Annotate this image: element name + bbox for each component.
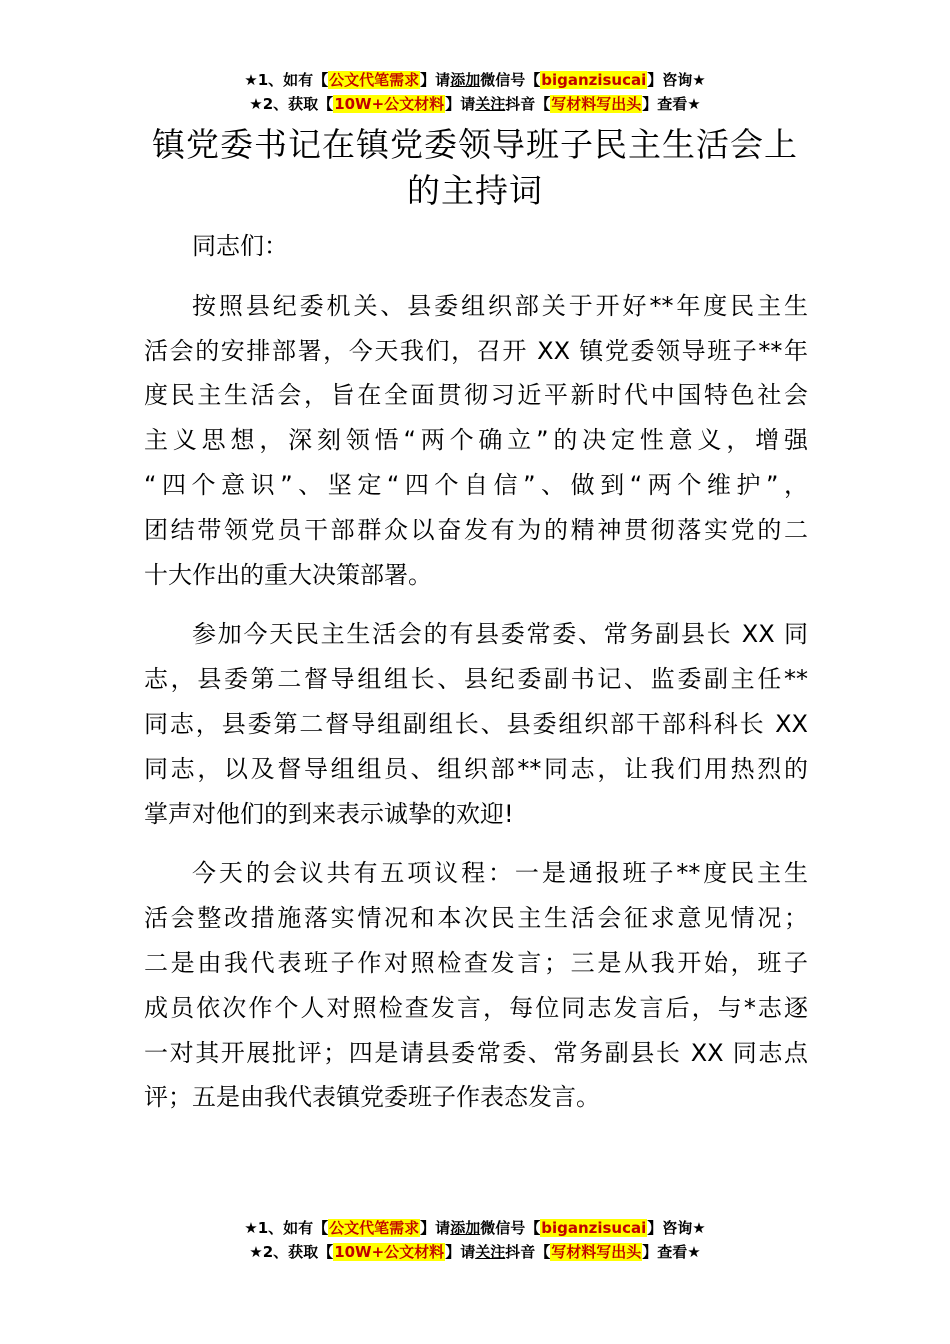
- paragraph-line: 同志，以及督导组组员、组织部**同志，让我们用热烈的: [144, 754, 808, 783]
- banner-underline-follow: 关注: [475, 95, 506, 113]
- banner-line-1: [0, 1216, 950, 1240]
- banner-line-1: [0, 68, 950, 92]
- paragraph-line: “四个意识”、坚定“四个自信”、做到“两个维护”，: [144, 470, 808, 499]
- banner-text: 微信号【: [480, 71, 541, 89]
- banner-highlight-materials: 10W+公文材料: [334, 1243, 445, 1261]
- paragraph-line: 掌声对他们的到来表示诚挚的欢迎!: [144, 799, 514, 828]
- greeting: [144, 224, 808, 269]
- banner-text: 】请: [445, 95, 476, 113]
- banner-highlight-service: 公文代笔需求: [329, 71, 420, 89]
- banner-line-2: [0, 92, 950, 116]
- banner-text: 】咨询★: [647, 1219, 706, 1237]
- paragraph-line: 评；五是由我代表镇党委班子作表态发言。: [144, 1083, 600, 1112]
- banner-text: 抖音【: [505, 1243, 551, 1261]
- paragraph-line: 同志，县委第二督导组副组长、县委组织部干部科科长 XX: [144, 709, 808, 738]
- paragraph-3: [144, 851, 808, 1120]
- paragraph-line: 团结带领党员干部群众以奋发有为的精神贯彻落实党的二: [144, 515, 808, 544]
- banner-underline-add: 添加: [450, 1219, 481, 1237]
- banner-underline-add: 添加: [450, 71, 481, 89]
- document-body: [144, 224, 808, 1135]
- banner-text: 】请: [445, 1243, 476, 1261]
- greeting-text: 同志们：: [192, 232, 288, 260]
- banner-text: 】请: [420, 1219, 451, 1237]
- top-banner: [0, 68, 950, 116]
- paragraph-line: 今天的会议共有五项议程：一是通报班子**度民主生: [192, 859, 808, 888]
- paragraph-2: [144, 612, 808, 836]
- banner-text: 微信号【: [480, 1219, 541, 1237]
- banner-underline-follow: 关注: [475, 1243, 506, 1261]
- banner-highlight-douyin: 写材料写出头: [551, 95, 642, 113]
- document-title: [0, 122, 950, 214]
- banner-text: 抖音【: [505, 95, 551, 113]
- banner-text: 】咨询★: [647, 71, 706, 89]
- banner-line-2: [0, 1240, 950, 1264]
- paragraph-line: 一对其开展批评；四是请县委常委、常务副县长 XX 同志点: [144, 1038, 808, 1067]
- paragraph-line: 参加今天民主生活会的有县委常委、常务副县长 XX 同: [192, 620, 808, 649]
- paragraph-line: 活会整改措施落实情况和本次民主生活会征求意见情况；: [144, 904, 808, 933]
- bottom-banner: [0, 1216, 950, 1264]
- banner-text: 】请: [420, 71, 451, 89]
- banner-text: ★1、如有【: [244, 71, 329, 89]
- banner-text: 】查看★: [642, 1243, 701, 1261]
- banner-text: ★2、获取【: [249, 1243, 334, 1261]
- banner-highlight-service: 公文代笔需求: [329, 1219, 420, 1237]
- banner-highlight-wechat-id: biganzisucai: [541, 1219, 647, 1237]
- paragraph-line: 志，县委第二督导组组长、县纪委副书记、监委副主任**: [144, 665, 808, 694]
- banner-highlight-douyin: 写材料写出头: [551, 1243, 642, 1261]
- paragraph-line: 二是由我代表班子作对照检查发言；三是从我开始，班子: [144, 948, 808, 977]
- banner-highlight-materials: 10W+公文材料: [334, 95, 445, 113]
- paragraph-line: 活会的安排部署，今天我们，召开 XX 镇党委领导班子**年: [144, 336, 808, 365]
- title-line-1: 镇党委书记在镇党委领导班子民主生活会上: [152, 125, 798, 164]
- paragraph-line: 按照县纪委机关、县委组织部关于开好**年度民主生: [192, 291, 808, 320]
- paragraph-1: [144, 284, 808, 598]
- banner-text: 】查看★: [642, 95, 701, 113]
- paragraph-line: 十大作出的重大决策部署。: [144, 560, 432, 589]
- paragraph-line: 度民主生活会，旨在全面贯彻习近平新时代中国特色社会: [144, 381, 808, 410]
- banner-text: ★2、获取【: [249, 95, 334, 113]
- paragraph-line: 主义思想，深刻领悟“两个确立”的决定性意义，增强: [144, 426, 808, 455]
- title-line-2: 的主持词: [407, 171, 543, 210]
- banner-highlight-wechat-id: biganzisucai: [541, 71, 647, 89]
- banner-text: ★1、如有【: [244, 1219, 329, 1237]
- paragraph-line: 成员依次作个人对照检查发言，每位同志发言后，与*志逐: [144, 993, 808, 1022]
